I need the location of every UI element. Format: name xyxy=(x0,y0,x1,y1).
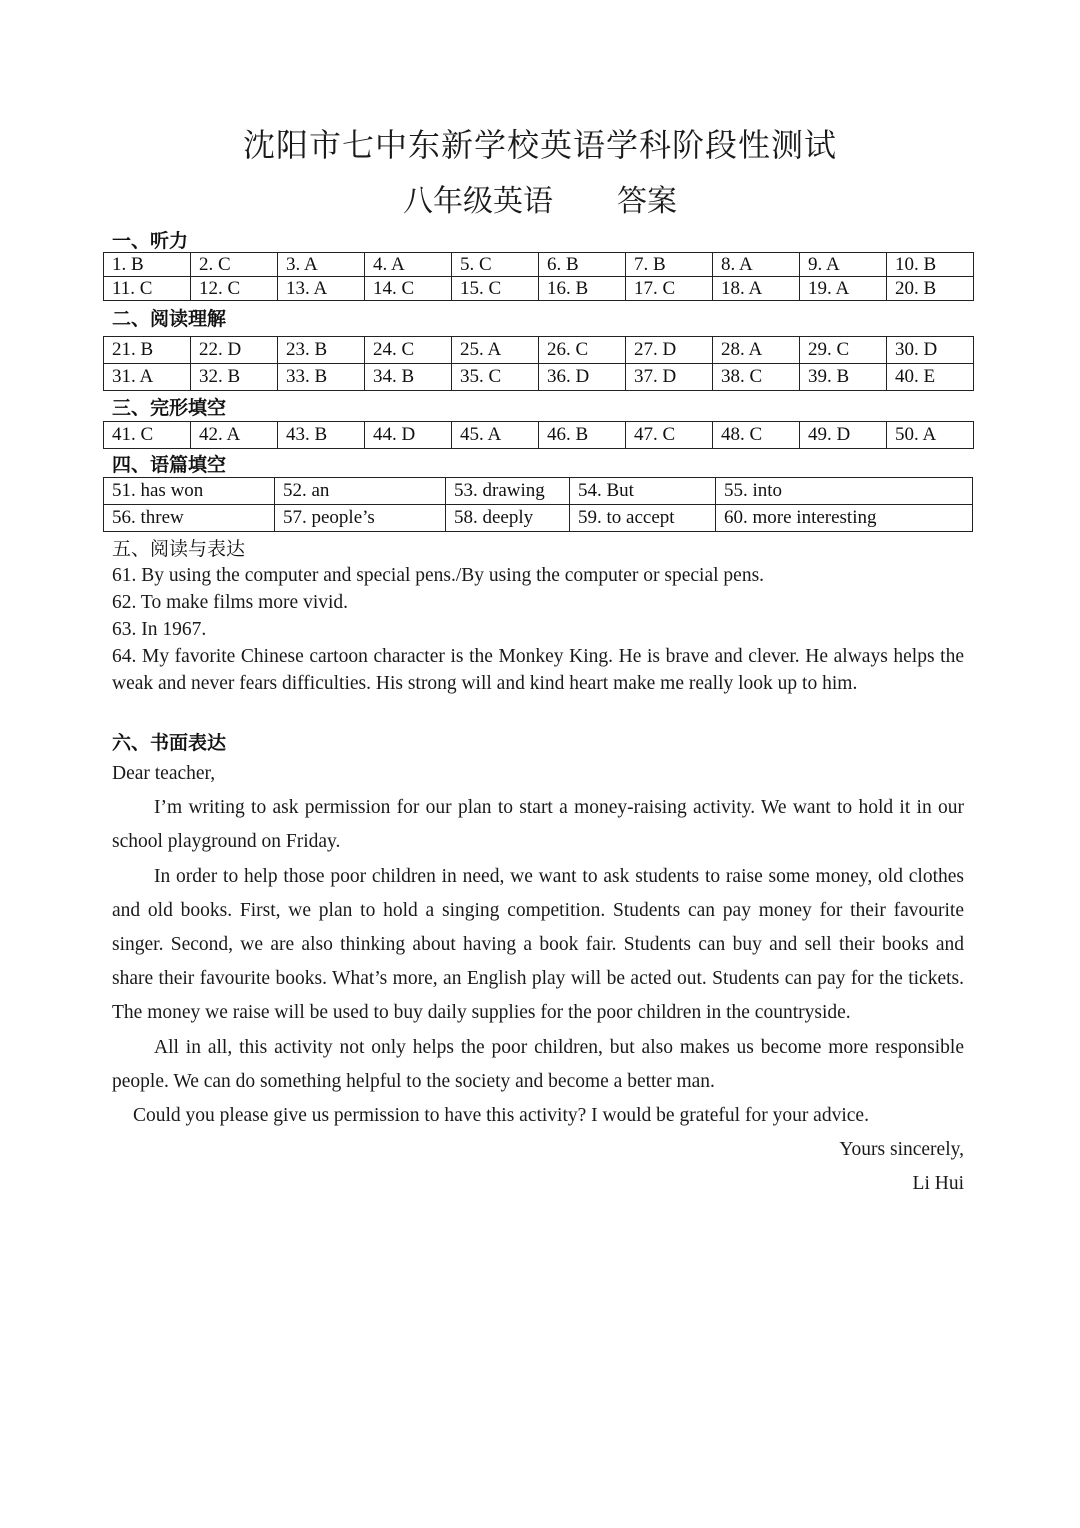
answer-cell: 22. D xyxy=(191,337,278,364)
answer-cell: 57. people’s xyxy=(275,505,446,532)
letter-closing: Yours sincerely, xyxy=(839,1139,964,1161)
answer-cell: 27. D xyxy=(626,337,713,364)
answer-cell: 41. C xyxy=(104,422,191,449)
answer-cell: 14. C xyxy=(365,277,452,301)
answer-cell: 36. D xyxy=(539,364,626,391)
section-cloze-heading: 三、完形填空 xyxy=(112,397,227,419)
answer-cell: 31. A xyxy=(104,364,191,391)
answer-61: 61. By using the computer and special pens./By using the computer or special pens. xyxy=(112,565,765,586)
reading-answer-table xyxy=(103,336,974,391)
answer-62: 62. To make films more vivid. xyxy=(112,592,349,613)
letter-signature: Li Hui xyxy=(912,1173,964,1195)
answer-cell: 54. But xyxy=(570,478,716,505)
answer-cell: 1. B xyxy=(104,253,191,277)
answer-cell: 17. C xyxy=(626,277,713,301)
letter-paragraph: All in all, this activity not only helps the poor children, but also makes us become more responsible people. We can do something helpful to the society and become a better man. xyxy=(112,1036,964,1092)
section-reading-expression-heading: 五、阅读与表达 xyxy=(112,538,246,560)
answer-cell: 13. A xyxy=(278,277,365,301)
section-reading-heading: 二、阅读理解 xyxy=(112,308,227,330)
listening-answer-table xyxy=(103,252,974,301)
answer-cell: 56. threw xyxy=(104,505,275,532)
answer-cell: 3. A xyxy=(278,253,365,277)
answer-cell: 4. A xyxy=(365,253,452,277)
answer-cell: 50. A xyxy=(887,422,974,449)
answer-cell: 11. C xyxy=(104,277,191,301)
table-row xyxy=(104,478,973,505)
answer-cell: 55. into xyxy=(716,478,973,505)
answer-cell: 33. B xyxy=(278,364,365,391)
letter-paragraph: Could you please give us permission to have this activity? I would be grateful for your advice. xyxy=(133,1105,869,1127)
subtitle-grade: 八年级英语 xyxy=(403,184,553,219)
answer-cell: 40. E xyxy=(887,364,974,391)
table-row xyxy=(104,277,974,301)
answer-cell: 21. B xyxy=(104,337,191,364)
document-subtitle xyxy=(0,176,1080,220)
answer-cell: 2. C xyxy=(191,253,278,277)
answer-cell: 49. D xyxy=(800,422,887,449)
answer-63: 63. In 1967. xyxy=(112,619,207,640)
table-row xyxy=(104,364,974,391)
answer-cell: 16. B xyxy=(539,277,626,301)
section-writing-heading: 六、书面表达 xyxy=(112,732,227,754)
answer-cell: 45. A xyxy=(452,422,539,449)
answer-cell: 51. has won xyxy=(104,478,275,505)
answer-cell: 38. C xyxy=(713,364,800,391)
answer-cell: 15. C xyxy=(452,277,539,301)
answer-cell: 53. drawing xyxy=(446,478,570,505)
table-row xyxy=(104,337,974,364)
answer-cell: 28. A xyxy=(713,337,800,364)
answer-cell: 42. A xyxy=(191,422,278,449)
answer-cell: 44. D xyxy=(365,422,452,449)
section-listening-heading: 一、听力 xyxy=(112,230,189,252)
answer-cell: 20. B xyxy=(887,277,974,301)
letter-paragraph: In order to help those poor children in need, we want to ask students to raise some money, old clothes and old books. First, we plan to hold a singing competition. Students can pay money for their favourite singer. Second, we are also thinking about having a book fair. Students can buy and sell their books and share their favourite books. What’s more, an English play will be acted out. Students can pay for the tickets. The money we raise will be used to buy daily supplies for the poor children in the countryside. xyxy=(112,865,964,1024)
answer-cell: 10. B xyxy=(887,253,974,277)
answer-cell: 43. B xyxy=(278,422,365,449)
answer-cell: 59. to accept xyxy=(570,505,716,532)
letter-greeting: Dear teacher, xyxy=(112,763,216,784)
answer-cell: 6. B xyxy=(539,253,626,277)
answer-cell: 8. A xyxy=(713,253,800,277)
answer-cell: 25. A xyxy=(452,337,539,364)
answer-cell: 19. A xyxy=(800,277,887,301)
answer-cell: 9. A xyxy=(800,253,887,277)
answer-cell: 35. C xyxy=(452,364,539,391)
answer-cell: 52. an xyxy=(275,478,446,505)
answer-cell: 46. B xyxy=(539,422,626,449)
answer-cell: 39. B xyxy=(800,364,887,391)
section-passage-fill-heading: 四、语篇填空 xyxy=(112,454,227,476)
answer-cell: 48. C xyxy=(713,422,800,449)
answer-64: 64. My favorite Chinese cartoon character is the Monkey King. He is brave and clever. He always helps the weak and never fears difficulties. His strong will and kind heart make me really look up to him. xyxy=(112,646,964,694)
cloze-answer-table xyxy=(103,421,974,449)
subtitle-answer: 答案 xyxy=(617,184,677,219)
answer-cell: 30. D xyxy=(887,337,974,364)
answer-cell: 18. A xyxy=(713,277,800,301)
answer-cell: 32. B xyxy=(191,364,278,391)
answer-cell: 12. C xyxy=(191,277,278,301)
answer-cell: 26. C xyxy=(539,337,626,364)
letter-paragraph: I’m writing to ask permission for our plan to start a money-raising activity. We want to hold it in our school playground on Friday. xyxy=(112,797,964,853)
sample-letter xyxy=(112,757,964,1202)
answer-cell: 58. deeply xyxy=(446,505,570,532)
answer-cell: 23. B xyxy=(278,337,365,364)
answer-cell: 47. C xyxy=(626,422,713,449)
reading-expression-answers xyxy=(112,562,964,697)
answer-cell: 37. D xyxy=(626,364,713,391)
passage-fill-answer-table xyxy=(103,477,973,532)
table-row xyxy=(104,422,974,449)
table-row xyxy=(104,253,974,277)
answer-cell: 29. C xyxy=(800,337,887,364)
answer-cell: 60. more interesting xyxy=(716,505,973,532)
answer-cell: 34. B xyxy=(365,364,452,391)
answer-cell: 7. B xyxy=(626,253,713,277)
document-title: 沈阳市七中东新学校英语学科阶段性测试 xyxy=(242,126,837,164)
table-row xyxy=(104,505,973,532)
answer-cell: 5. C xyxy=(452,253,539,277)
answer-cell: 24. C xyxy=(365,337,452,364)
